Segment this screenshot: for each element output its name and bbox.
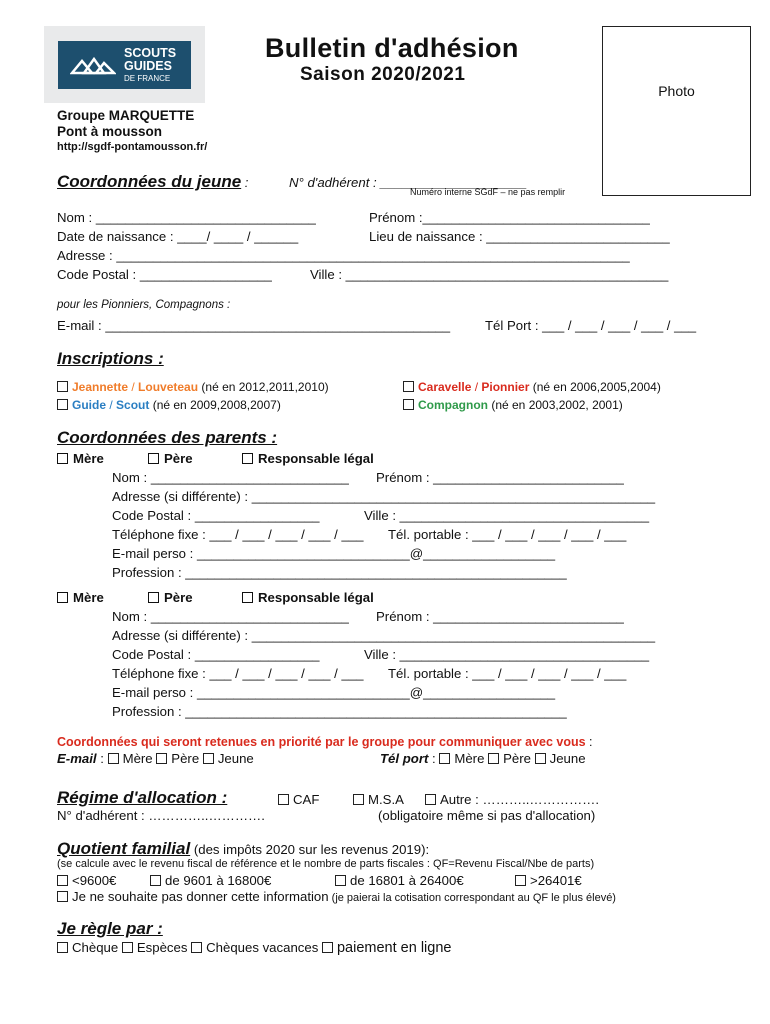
quotient-heading: [57, 839, 429, 859]
resp-label: Responsable légal: [258, 451, 374, 466]
allocation-caf-option[interactable]: [278, 792, 319, 807]
parent2-profession-field[interactable]: Profession : ____________________________________________________: [112, 704, 567, 719]
enligne-label: paiement en ligne: [336, 940, 452, 956]
checkbox[interactable]: [535, 753, 546, 764]
allocation-note: (obligatoire même si pas d'allocation): [378, 808, 596, 823]
separator: /: [106, 398, 117, 412]
option-caravelle-pionnier[interactable]: [403, 380, 661, 394]
qf-option-2[interactable]: [150, 873, 271, 888]
checkbox[interactable]: [488, 753, 499, 764]
quotient-calc-note: (se calcule avec le revenu fiscal de référence et le nombre de parts fiscales : QF=Revenu Fiscal/Nbe de parts): [57, 858, 595, 870]
allocation-title: Régime d'allocation :: [57, 788, 228, 807]
logo-text: [124, 47, 176, 73]
checkbox[interactable]: [57, 592, 68, 603]
jeune-section-suffix: :: [241, 175, 249, 190]
parent2-pere-option[interactable]: [148, 590, 193, 605]
louveteau-label: Louveteau: [138, 380, 199, 394]
logo-line3: DE FRANCE: [124, 74, 171, 83]
option-jeannette-louveteau[interactable]: [57, 380, 329, 394]
jeune-label: Jeune: [217, 751, 254, 766]
jeune-email-field[interactable]: E-mail : _______________________________________________: [57, 318, 451, 333]
quotient-title: Quotient familial: [57, 839, 191, 858]
parents-title: Coordonnées des parents :: [57, 428, 278, 447]
checkbox[interactable]: [353, 794, 364, 805]
group-name: Groupe MARQUETTE: [57, 108, 195, 123]
separator: /: [471, 380, 482, 394]
logo-line1: SCOUTS: [124, 46, 177, 60]
email-jeune-option[interactable]: [203, 751, 254, 766]
telport-contact-colon: :: [428, 751, 436, 766]
checkbox[interactable]: [57, 942, 68, 953]
qf-option-4[interactable]: [515, 873, 582, 888]
parent1-pere-option[interactable]: [148, 451, 193, 466]
telport-mere-option[interactable]: [439, 751, 484, 766]
parent1-nom-field[interactable]: Nom : ___________________________: [112, 470, 349, 485]
email-mere-option[interactable]: [108, 751, 153, 766]
msa-label: M.S.A: [368, 792, 404, 807]
qf-option-2-label: de 9601 à 16800€: [165, 873, 272, 888]
comp-years: (né en 2003,2002, 2001): [488, 398, 623, 412]
parent2-telport-field[interactable]: Tél. portable : ___ / ___ / ___ / ___ / ___: [388, 666, 627, 681]
qf-option-4-label: >26401€: [530, 873, 582, 888]
sgdf-logo: [44, 26, 205, 103]
quotient-title-suffix: (des impôts 2020 sur les revenus 2019):: [190, 842, 430, 857]
jeune-label: Jeune: [549, 751, 586, 766]
checkbox[interactable]: [122, 942, 133, 953]
adherent-number-field[interactable]: N° d'adhérent : ____________________: [289, 175, 528, 190]
allocation-autre-option[interactable]: [425, 792, 599, 807]
photo-box[interactable]: [602, 26, 751, 196]
parent2-cp-field[interactable]: Code Postal : _________________: [112, 647, 320, 662]
email-contact-label: E-mail: [57, 751, 97, 766]
email-pere-option[interactable]: [156, 751, 199, 766]
pay-enligne-option[interactable]: [322, 940, 451, 956]
parent1-mere-option[interactable]: [57, 451, 104, 466]
option-guide-scout[interactable]: [57, 398, 281, 412]
parent1-ville-field[interactable]: Ville : __________________________________: [364, 508, 650, 523]
pere-label: Père: [171, 751, 200, 766]
mere-label: Mère: [73, 590, 104, 605]
pere-label: Père: [164, 590, 193, 605]
checkbox[interactable]: [203, 753, 214, 764]
qf-option-3[interactable]: [335, 873, 464, 888]
checkbox[interactable]: [242, 592, 253, 603]
pionniers-note: pour les Pionniers, Compagnons :: [57, 299, 231, 311]
parent2-email-field[interactable]: E-mail perso : _____________________________@__________________: [112, 685, 556, 700]
qf-nodisclose-note: (je paierai la cotisation correspondant au QF le plus élevé): [328, 892, 616, 904]
qf-option-3-label: de 16801 à 26400€: [350, 873, 464, 888]
telport-contact-row: [380, 751, 586, 766]
cheque-label: Chèque: [72, 940, 119, 955]
checkbox[interactable]: [57, 399, 68, 410]
parent1-resp-option[interactable]: [242, 451, 374, 466]
telport-pere-option[interactable]: [488, 751, 531, 766]
jeune-section-title: Coordonnées du jeune: [57, 172, 242, 191]
checkbox[interactable]: [515, 875, 526, 886]
jl-years: (né en 2012,2011,2010): [198, 380, 329, 394]
pionnier-label: Pionnier: [481, 380, 530, 394]
checkbox[interactable]: [335, 875, 346, 886]
checkbox[interactable]: [57, 891, 68, 902]
checkbox[interactable]: [57, 453, 68, 464]
fleur-emblem-icon: [70, 55, 116, 77]
jeune-prenom-field[interactable]: Prénom :_______________________________: [369, 210, 650, 225]
checkbox[interactable]: [191, 942, 202, 953]
priority-note: [57, 735, 593, 749]
mere-label: Mère: [122, 751, 153, 766]
checkbox[interactable]: [57, 875, 68, 886]
caf-label: CAF: [293, 792, 320, 807]
jeannette-label: Jeannette: [72, 380, 129, 394]
checkbox[interactable]: [242, 453, 253, 464]
jeune-ville-field[interactable]: Ville : ____________________________________________: [310, 267, 669, 282]
parent1-profession-field[interactable]: Profession : ____________________________________________________: [112, 565, 567, 580]
jeune-tel-field[interactable]: Tél Port : ___ / ___ / ___ / ___ / ___: [485, 318, 697, 333]
group-url[interactable]: http://sgdf-pontamousson.fr/: [57, 141, 208, 153]
checkbox[interactable]: [108, 753, 119, 764]
caravelle-label: Caravelle: [418, 380, 472, 394]
autre-label: Autre : ………..…………….: [440, 792, 600, 807]
page-subtitle: Saison 2020/2021: [300, 64, 466, 85]
allocation-adherent-field[interactable]: N° d'adhérent : …………..………….: [57, 808, 265, 823]
telport-jeune-option[interactable]: [535, 751, 586, 766]
allocation-msa-option[interactable]: [353, 792, 404, 807]
checkbox[interactable]: [278, 794, 289, 805]
parent1-cp-field[interactable]: Code Postal : _________________: [112, 508, 320, 523]
vacances-label: Chèques vacances: [206, 940, 319, 955]
qf-option-1[interactable]: [57, 873, 116, 888]
pere-label: Père: [164, 451, 193, 466]
mere-label: Mère: [454, 751, 485, 766]
telport-contact-label: Tél port: [380, 751, 429, 766]
checkbox[interactable]: [322, 942, 333, 953]
pay-cheque-option[interactable]: [57, 940, 118, 955]
parent1-telport-field[interactable]: Tél. portable : ___ / ___ / ___ / ___ / ___: [388, 527, 627, 542]
jeune-nom-field[interactable]: Nom : ______________________________: [57, 210, 316, 225]
email-contact-colon: :: [96, 751, 104, 766]
parent2-ville-field[interactable]: Ville : __________________________________: [364, 647, 650, 662]
parent2-nom-field[interactable]: Nom : ___________________________: [112, 609, 349, 624]
jeune-lieu-field[interactable]: Lieu de naissance : _________________________: [369, 229, 670, 244]
checkbox[interactable]: [403, 399, 414, 410]
priority-note-text: Coordonnées qui seront retenues en priorité par le groupe pour communiquer avec vous: [57, 735, 586, 749]
checkbox[interactable]: [425, 794, 436, 805]
checkbox[interactable]: [148, 453, 159, 464]
scout-label: Scout: [116, 398, 150, 412]
qf-nodisclose-option[interactable]: [57, 889, 616, 904]
jeune-cp-field[interactable]: Code Postal : __________________: [57, 267, 272, 282]
photo-label: Photo: [658, 83, 695, 99]
mere-label: Mère: [73, 451, 104, 466]
resp-label: Responsable légal: [258, 590, 374, 605]
parent2-telfixe-field[interactable]: Téléphone fixe : ___ / ___ / ___ / ___ / ___: [112, 666, 364, 681]
inscriptions-title: Inscriptions :: [57, 349, 164, 368]
compagnon-label: Compagnon: [418, 398, 488, 412]
cp-years: (né en 2006,2005,2004): [529, 380, 661, 394]
parent2-adresse-field[interactable]: Adresse (si différente) : _______________________________________________________: [112, 628, 656, 643]
adherent-number-note: Numéro interne SGdF – ne pas remplir: [410, 187, 566, 197]
parent2-mere-option[interactable]: [57, 590, 104, 605]
pere-label: Père: [503, 751, 531, 766]
especes-label: Espèces: [136, 940, 188, 955]
logo-panel: [58, 41, 191, 89]
parent1-telfixe-field[interactable]: Téléphone fixe : ___ / ___ / ___ / ___ / ___: [112, 527, 364, 542]
parent1-email-field[interactable]: E-mail perso : _____________________________@__________________: [112, 546, 556, 561]
option-compagnon[interactable]: [403, 398, 623, 412]
qf-option-1-label: <9600€: [72, 873, 117, 888]
page-title: Bulletin d'adhésion: [265, 33, 519, 63]
guide-label: Guide: [72, 398, 107, 412]
jeune-naissance-field[interactable]: Date de naissance : ____/ ____ / ______: [57, 229, 299, 244]
checkbox[interactable]: [57, 381, 68, 392]
group-place: Pont à mousson: [57, 124, 163, 139]
separator: /: [128, 380, 139, 394]
parent1-adresse-field[interactable]: Adresse (si différente) : _______________________________________________________: [112, 489, 656, 504]
pay-vacances-option[interactable]: [191, 940, 318, 955]
email-contact-row: [57, 751, 254, 766]
paiement-options: [57, 940, 451, 956]
gs-years: (né en 2009,2008,2007): [149, 398, 281, 412]
priority-colon: :: [585, 735, 593, 749]
logo-line2: GUIDES: [124, 59, 172, 73]
checkbox[interactable]: [150, 875, 161, 886]
jeune-section-heading: [57, 172, 248, 192]
checkbox[interactable]: [148, 592, 159, 603]
pay-especes-option[interactable]: [122, 940, 188, 955]
parent2-resp-option[interactable]: [242, 590, 374, 605]
checkbox[interactable]: [403, 381, 414, 392]
parent2-prenom-field[interactable]: Prénom : __________________________: [376, 609, 624, 624]
jeune-adresse-field[interactable]: Adresse : ______________________________________________________________________: [57, 248, 630, 263]
qf-nodisclose-label: Je ne souhaite pas donner cette information: [72, 889, 329, 904]
parent1-prenom-field[interactable]: Prénom : __________________________: [376, 470, 624, 485]
paiement-title: Je règle par :: [57, 919, 163, 938]
checkbox[interactable]: [156, 753, 167, 764]
checkbox[interactable]: [439, 753, 450, 764]
